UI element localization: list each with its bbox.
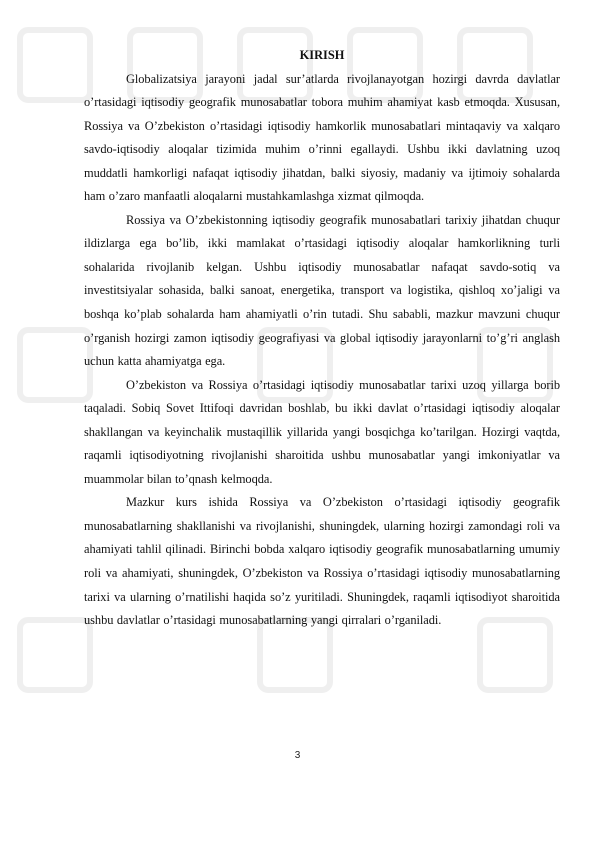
paragraph-1: Globalizatsiya jarayoni jadal sur’atlarda rivojlanayotgan hozirgi davrda davlatlar o’rtasidagi iqtisodiy geografik munosabatlar tobora muhim ahamiyat kasb etmoqda. Xususan, Rossiya va O’zbekiston o’rtasidagi iqtisodiy hamkorlik munosabatlari mintaqaviy va xalqaro savdo-iqtisodiy aloqalar tizimida muhim o’rinni egallaydi. Ushbu ikki davlatning uzoq muddatli hamkorligi nafaqat iqtisodiy jihatdan, balki siyosiy, madaniy va ijtimoiy sohalarda ham o’zaro manfaatli aloqalarni mustahkamlashga xizmat qilmoqda. — [84, 71, 560, 204]
page-number: 3 — [294, 750, 301, 761]
paragraph-4: Mazkur kurs ishida Rossiya va O’zbekiston o’rtasidagi iqtisodiy geografik munosabatlarning shakllanishi va rivojlanishi, shuningdek, ularning hozirgi zamondagi roli va ahamiyati tahlil qilinadi. Birinchi bobda xalqaro iqtisodiy geografik munosabatlarning umumiy roli va ahamiyati, shuningdek, O’zbekiston va Rossiya o’rtasidagi iqtisodiy munosabatlarning tarixi va ularning o’rnatilishi haqida so’z yuritiladi. Shuningdek, raqamli iqtisodiyot sharoitida ushbu davlatlar o’rtasidagi munosabatlarning yangi qirralari o’rganiladi. — [84, 495, 560, 628]
document-title: KIRISH — [299, 48, 345, 62]
document-body — [84, 44, 560, 633]
paragraph-2: Rossiya va O’zbekistonning iqtisodiy geografik munosabatlari tarixiy jihatdan chuqur ildizlarga ega bo’lib, ikki mamlakat o’rtasidagi iqtisodiy aloqalar hamkorlikning turli sohalarida rivojlanib kelgan. Ushbu iqtisodiy munosabatlar nafaqat savdo-sotiq va investitsiyalar sohasida, balki sanoat, energetika, transport va logistika, qishloq xo’jaligi va boshqa ko’plab sohalarda ham ahamiyatli o’rin tutadi. Shu sababli, mazkur mavzuni chuqur o’rganish hozirgi zamon iqtisodiy geografiyasi va global iqtisodiy jarayonlarni to’g’ri anglash uchun katta ahamiyatga ega. — [84, 212, 560, 369]
paragraph-3: O’zbekiston va Rossiya o’rtasidagi iqtisodiy munosabatlar tarixi uzoq yillarga borib taqaladi. Sobiq Sovet Ittifoqi davridan boshlab, bu ikki davlat o’rtasidagi iqtisodiy aloqalar shakllangan va keyinchalik mustaqillik yillarida yangi bosqichga ko’tarilgan. Hozirgi vaqtda, raqamli iqtisodiyotning rivojlanishi sharoitida ushbu munosabatlar yangi imkoniyatlar va muammolar bilan to’qnash kelmoqda. — [84, 377, 560, 486]
